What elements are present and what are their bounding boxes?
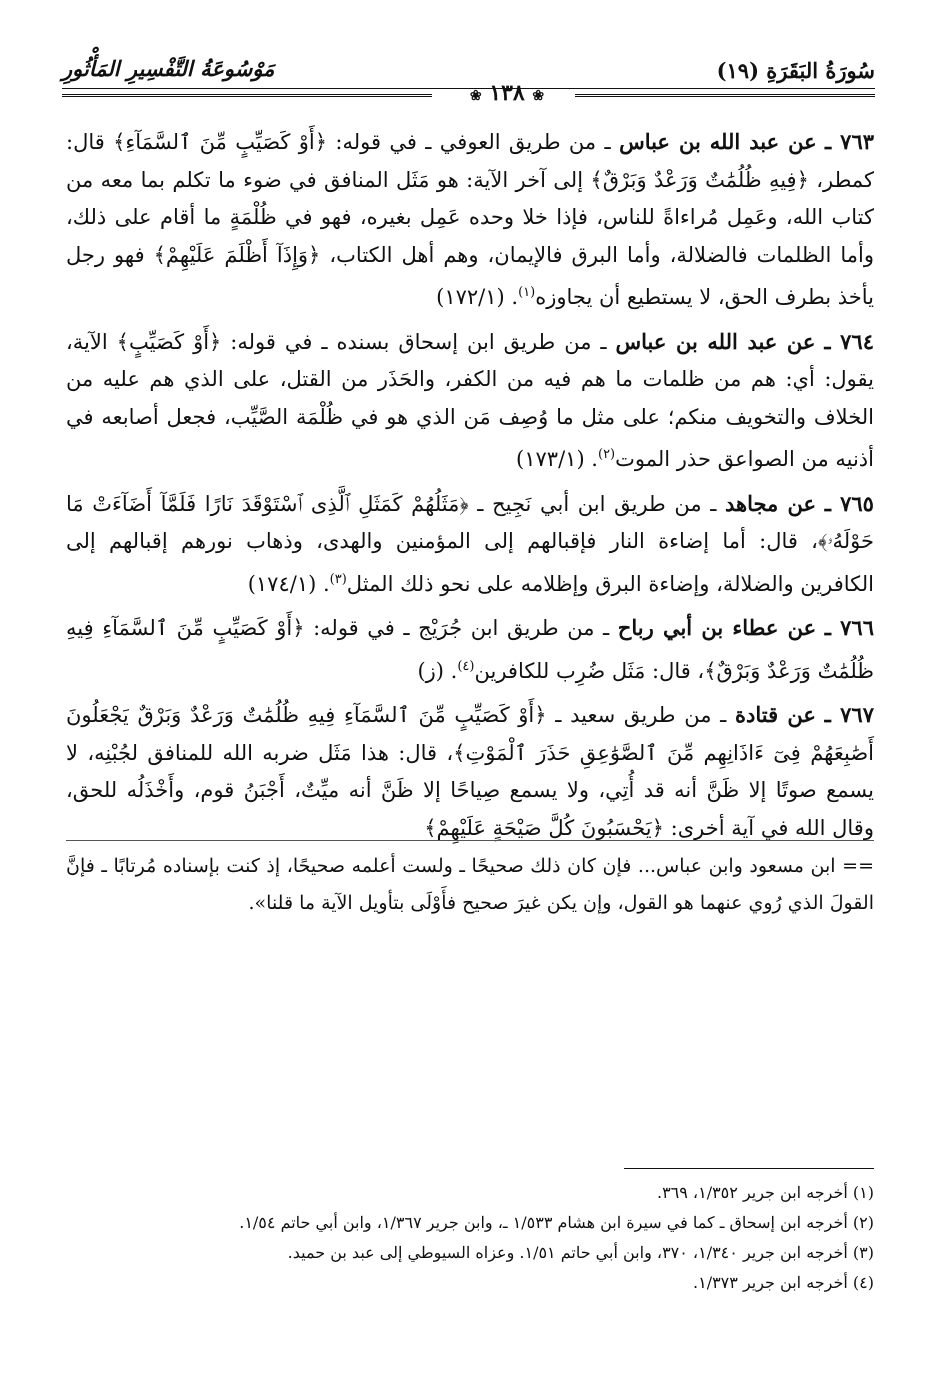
athar-paragraph xyxy=(66,609,874,690)
athar-number: ٧٦٣ ـ xyxy=(825,129,875,154)
page-number-box xyxy=(437,80,577,106)
athar-text: ـ من طريق ابن أبي نَجِيح ـ ﴿مَثَلُهُمْ كَمَثَلِ ٱلَّذِى ٱسْتَوْقَدَ نَارًا فَلَمَّآ أَضَآءَتْ مَا حَوْلَهُۥ﴾، قال: أما إضاءة النار فإقبالهم إلى المؤمنين والهدى، وذهاب نورهم إقبالهم إلى الكافرين والضلالة، وإضاءة البرق وإظلامه على نحو ذلك المثل xyxy=(66,491,874,596)
athar-narrator: عن قتادة xyxy=(734,702,816,727)
athar-text: ـ من طريق سعيد ـ ﴿أَوْ كَصَيِّبٍ مِّنَ ٱلسَّمَآءِ فِيهِ ظُلُمَٰتٌ وَرَعْدٌ وَبَرْقٌ يَجْعَلُونَ أَصَٰبِعَهُمْ فِىٓ ءَاذَانِهِم مِّنَ ٱلصَّوَٰعِقِ حَذَرَ ٱلْمَوْتِ﴾، قال: هذا مَثَل ضربه الله للمنافق لجُبْنِه، لا يسمع صوتًا إلا ظَنَّ أنه قد أُتِي، ولا يسمع صِياحًا إلا ظَنَّ أنه ميِّتٌ، أَجْبَنُ قوم، وأَخْذَلُه للحق، وقال الله في آية أخرى: ﴿يَحْسَبُونَ كُلَّ صَيْحَةٍ عَلَيْهِمْ﴾ xyxy=(66,703,874,840)
footnote-ref[interactable]: (١) xyxy=(518,285,536,300)
header-rule-left xyxy=(62,94,432,97)
footnote-separator xyxy=(66,840,874,841)
athar-source-ref: . (١٧٣/١) xyxy=(516,447,598,471)
athar-paragraph xyxy=(66,123,874,317)
athar-narrator: عن مجاهد xyxy=(725,490,817,516)
footnote-item: (١) أخرجه ابن جرير ١/٣٥٢، ٣٦٩. xyxy=(656,1183,874,1202)
athar-paragraph xyxy=(66,323,874,479)
athar-paragraph xyxy=(66,696,874,847)
footnote-rule xyxy=(624,1168,874,1169)
athar-number: ٧٦٥ ـ xyxy=(824,490,874,516)
page-header xyxy=(62,52,875,106)
surah-title: سُورَةُ البَقَرَةِ (١٩) xyxy=(716,58,875,83)
athar-narrator: عن عبد الله بن عباس xyxy=(615,328,816,354)
footnotes-list xyxy=(66,1178,874,1298)
athar-number: ٧٦٤ ـ xyxy=(824,328,874,354)
footnote-continuation: == ابن مسعود وابن عباس... فإن كان ذلك صحيحًا ـ ولست أعلمه صحيحًا، إذ كنت بإسناده مُرتابًا ـ فإنَّ القولَ الذي رُوي عنهما هو القول، وإن يكن غيرَ صحيح فأَوْلَى بتأويل الآية ما قلنا». xyxy=(66,855,874,914)
footnote-ref[interactable]: (٣) xyxy=(329,571,347,587)
footnote-item: (٣) أخرجه ابن جرير ١/٣٤٠، ٣٧٠، وابن أبي حاتم ١/٥١. وعزاه السيوطي إلى عبد بن حميد. xyxy=(287,1243,874,1262)
athar-number: ٧٦٦ ـ xyxy=(824,615,874,640)
page-number: ١٣٨ xyxy=(489,80,525,106)
athar-source-ref: . (١٧٢/١) xyxy=(436,285,519,309)
athar-narrator: عن عطاء بن أبي رباح xyxy=(617,615,817,640)
athar-source-ref: . (ز) xyxy=(417,658,458,683)
athar-text: ـ من طريق ابن جُرَيْج ـ في قوله: ﴿أَوْ كَصَيِّبٍ مِّنَ ٱلسَّمَآءِ فِيهِ ظُلُمَٰتٌ وَرَعْدٌ وَبَرْقٌ﴾، قال: مَثَل ضُرِب للكافرين xyxy=(66,616,874,683)
athar-narrator: عن عبد الله بن عباس xyxy=(619,129,817,154)
ornament-icon: ❀ xyxy=(469,88,482,104)
ornament-icon: ❀ xyxy=(532,88,545,104)
footnote-item: (٢) أخرجه ابن إسحاق ـ كما في سيرة ابن هشام ١/٥٣٣ ـ، وابن جرير ١/٣٦٧، وابن أبي حاتم ١/٥٤. xyxy=(239,1213,874,1232)
footnote-ref[interactable]: (٢) xyxy=(597,447,616,462)
athar-source-ref: . (١٧٤/١) xyxy=(247,571,330,596)
athar-paragraph xyxy=(66,485,874,604)
header-rule-right xyxy=(575,94,875,97)
athar-text: ـ من طريق العوفي ـ في قوله: ﴿أَوْ كَصَيِّبٍ مِّنَ ٱلسَّمَآءِ﴾ قال: كمطر، ﴿فِيهِ ظُلُمَٰتٌ وَرَعْدٌ وَبَرْقٌ﴾ إلى آخر الآية: هو مَثَل المنافق في ضوء ما تكلم بما معه من كتاب الله، وعَمِل مُراءاةً للناس، فإذا خلا وحده عَمِل بغيره، فهو في ظُلْمَةٍ ما أقام على ذلك، وأما الظلمات فالضلالة، وأما البرق فالإيمان، وهم أهل الكتاب، ﴿وَإِذَآ أَظْلَمَ عَلَيْهِمْ﴾ فهو رجل يأخذ بطرف الحق، لا يستطيع أن يجاوزه xyxy=(66,130,874,309)
athar-text: ـ من طريق ابن إسحاق بسنده ـ في قوله: ﴿أَوْ كَصَيِّبٍ﴾ الآية، يقول: أي: هم من ظلمات ما هم فيه من الكفر، والحَذَر من القتل، على الذي هم عليه من الخلاف والتخويف منكم؛ على مثل ما وُصِف مَن الذي هو في ظُلْمَة الصَّيِّب، فجعل أصابعه في أذنيه من الصواعق حذر الموت xyxy=(66,329,874,471)
footnote-item: (٤) أخرجه ابن جرير ١/٣٧٣. xyxy=(693,1273,874,1292)
athar-number: ٧٦٧ ـ xyxy=(824,702,874,727)
footnote-ref[interactable]: (٤) xyxy=(457,658,475,674)
book-title: مَوْسُوعَةُ التَّفْسِيرِ المَأْثُورِ xyxy=(62,56,275,81)
main-text xyxy=(66,123,874,853)
